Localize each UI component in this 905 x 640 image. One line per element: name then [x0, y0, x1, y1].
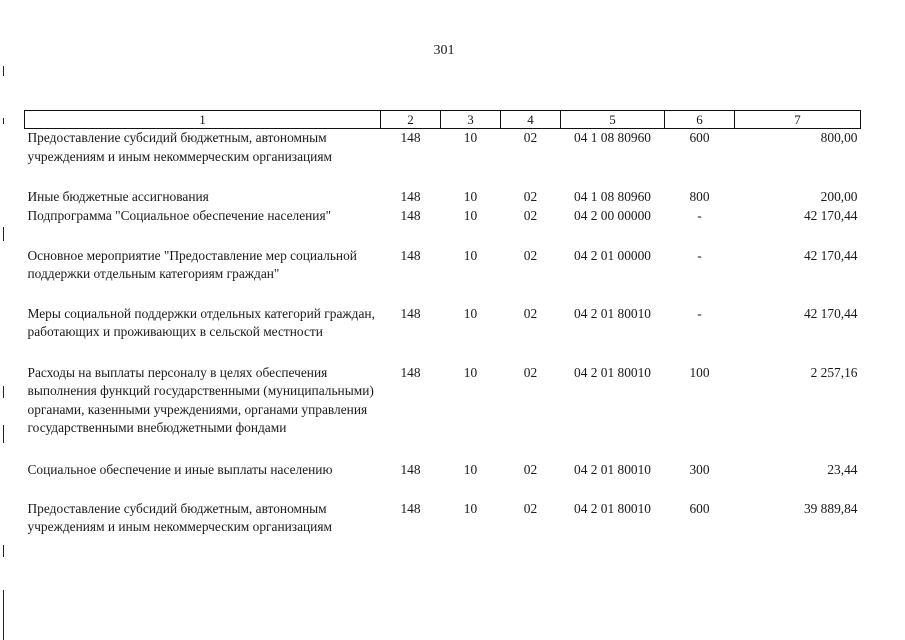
row-code-5: 04 2 00 00000 [574, 207, 651, 223]
table-row [25, 247, 861, 305]
header-col-6: 6 [665, 111, 735, 129]
row-code-3: 10 [463, 188, 478, 204]
scan-edge-mark [3, 227, 4, 241]
table-row [25, 500, 861, 540]
row-code-5: 04 2 01 80010 [574, 461, 651, 477]
scan-edge-mark [3, 425, 4, 443]
row-code-3: 10 [463, 500, 478, 516]
row-code-3: 10 [463, 207, 478, 223]
row-name: Иные бюджетные ассигнования [27, 188, 209, 204]
row-code-5: 04 2 01 80010 [574, 364, 651, 380]
scan-edge-mark [3, 590, 4, 640]
row-code-2: 148 [400, 461, 421, 477]
row-code-6: 100 [689, 364, 710, 380]
table-row [25, 129, 861, 188]
table-row [25, 461, 861, 500]
row-code-2: 148 [400, 130, 421, 145]
header-col-1: 1 [25, 111, 381, 129]
row-code-4: 02 [523, 461, 538, 477]
row-code-5: 04 1 08 80960 [574, 130, 651, 145]
row-name: Основное мероприятие "Предоставление мер социальной поддержки отдельным категориям граждан" [27, 247, 357, 281]
row-code-2: 148 [400, 364, 421, 380]
row-amount: 42 170,44 [803, 305, 858, 321]
row-amount: 2 257,16 [810, 364, 858, 380]
scan-edge-mark [3, 118, 4, 124]
header-col-3: 3 [441, 111, 501, 129]
table-header [25, 111, 861, 129]
row-code-3: 10 [463, 247, 478, 263]
table-row [25, 364, 861, 461]
row-code-5: 04 2 01 00000 [574, 247, 651, 263]
row-code-4: 02 [523, 364, 538, 380]
scan-edge-mark [3, 386, 4, 398]
row-code-4: 02 [523, 305, 538, 321]
row-code-3: 10 [463, 364, 478, 380]
table-row [25, 188, 861, 207]
row-code-3: 10 [463, 305, 478, 321]
row-code-4: 02 [523, 247, 538, 263]
row-name: Социальное обеспечение и иные выплаты населению [27, 461, 333, 477]
row-code-4: 02 [523, 188, 538, 204]
row-amount: 42 170,44 [803, 207, 858, 223]
header-col-5: 5 [561, 111, 665, 129]
row-code-6: 600 [689, 500, 710, 516]
row-code-5: 04 2 01 80010 [574, 500, 651, 516]
budget-table [24, 110, 861, 540]
table-row [25, 207, 861, 247]
row-name: Предоставление субсидий бюджетным, автономным учреждениям и иным некоммерческим организациям [27, 500, 332, 534]
row-amount: 800,00 [820, 130, 858, 145]
header-col-4: 4 [501, 111, 561, 129]
row-code-6: - [697, 305, 702, 321]
row-amount: 23,44 [827, 461, 858, 477]
row-code-2: 148 [400, 247, 421, 263]
row-code-4: 02 [523, 207, 538, 223]
row-code-6: - [697, 247, 702, 263]
row-code-6: - [697, 207, 702, 223]
row-code-2: 148 [400, 500, 421, 516]
row-code-2: 148 [400, 188, 421, 204]
table-row [25, 305, 861, 364]
row-code-2: 148 [400, 207, 421, 223]
row-code-5: 04 1 08 80960 [574, 188, 651, 204]
page-number: 301 [433, 43, 455, 58]
row-name: Предоставление субсидий бюджетным, автономным учреждениям и иным некоммерческим организациям [27, 130, 332, 164]
row-code-6: 300 [689, 461, 710, 477]
row-amount: 39 889,84 [803, 500, 858, 516]
row-code-3: 10 [463, 130, 478, 145]
row-code-4: 02 [523, 500, 538, 516]
row-code-3: 10 [463, 461, 478, 477]
scan-edge-mark [3, 66, 4, 76]
row-name: Меры социальной поддержки отдельных категорий граждан, работающих и проживающих в сельской местности [27, 305, 375, 339]
row-amount: 200,00 [820, 188, 858, 204]
row-code-5: 04 2 01 80010 [574, 305, 651, 321]
row-code-4: 02 [523, 130, 538, 145]
header-col-2: 2 [381, 111, 441, 129]
row-code-6: 800 [689, 188, 710, 204]
header-col-7: 7 [735, 111, 861, 129]
row-amount: 42 170,44 [803, 247, 858, 263]
row-code-2: 148 [400, 305, 421, 321]
scan-edge-mark [3, 545, 4, 557]
row-name: Подпрограмма "Социальное обеспечение населения" [27, 207, 332, 223]
row-code-6: 600 [689, 130, 710, 145]
row-name: Расходы на выплаты персоналу в целях обеспечения выполнения функций государственными (муниципальными) органами, казенными учреждениями, органами управления государственными внебюджетными фондами [27, 364, 374, 435]
